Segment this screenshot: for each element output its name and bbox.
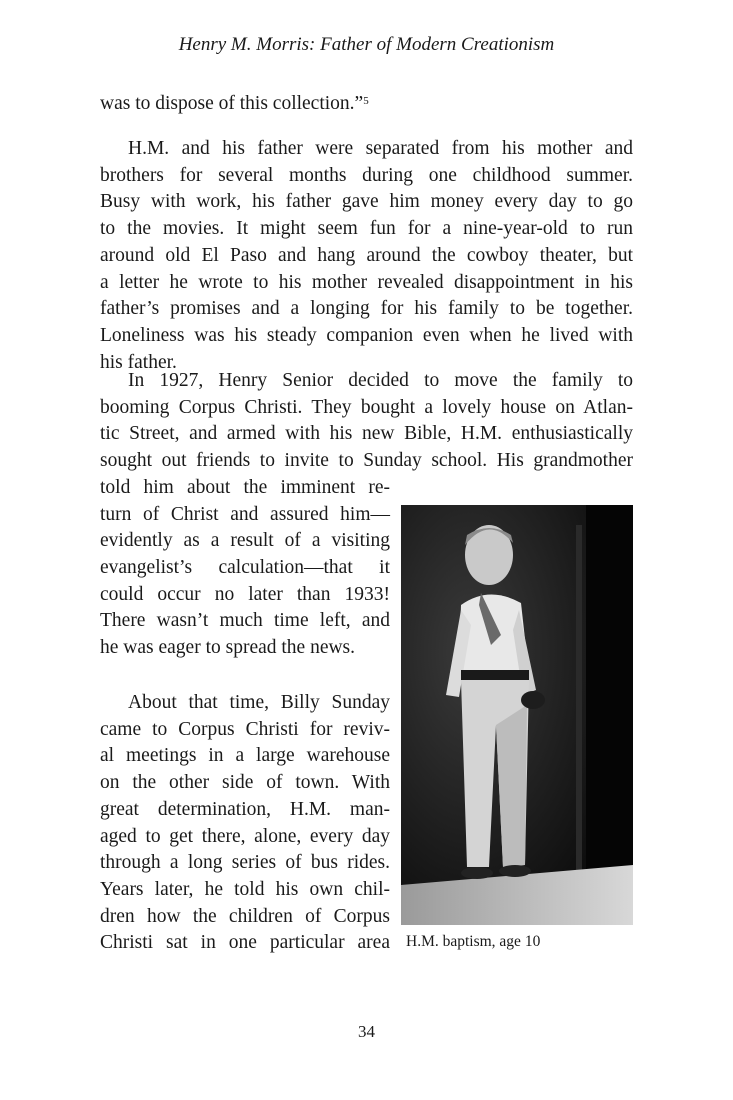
- text-line: to the movies. It might seem fun for a nine-year-old to run: [100, 218, 633, 240]
- text-line: aged to get there, alone, every day: [100, 825, 390, 847]
- text-line: H.M. and his father were separated from his mother and: [128, 138, 633, 159]
- text-line: sought out friends to invite to Sunday school. His grandmother: [100, 450, 633, 472]
- text-line: al meetings in a large warehouse: [100, 745, 390, 767]
- text-line: In 1927, Henry Senior decided to move the family to: [128, 370, 633, 391]
- text-line: evidently as a result of a visiting: [100, 530, 390, 552]
- text-line: dren how the children of Corpus: [100, 905, 390, 927]
- text-line: through a long series of bus rides.: [100, 852, 390, 874]
- photo-caption: H.M. baptism, age 10: [406, 933, 541, 950]
- footnote-marker: 5: [363, 95, 369, 107]
- text-line: booming Corpus Christi. They bought a lovely house on Atlan-: [100, 396, 633, 418]
- text-line: great determination, H.M. man-: [100, 798, 390, 820]
- text-line: was to dispose of this collection.”$^5$: [100, 93, 369, 114]
- text-line: Years later, he told his own chil-: [100, 878, 390, 900]
- text-line: told him about the imminent re-: [100, 476, 390, 498]
- text-line: Christi sat in one particular area: [100, 932, 390, 954]
- text-line: turn of Christ and assured him—: [100, 503, 390, 525]
- running-head: Henry M. Morris: Father of Modern Creationism: [178, 34, 555, 55]
- boy-photo-illustration: [401, 505, 633, 925]
- text-line: There wasn’t much time left, and: [100, 610, 390, 632]
- photo-hm-baptism: [401, 505, 633, 925]
- text-line: About that time, Billy Sunday: [128, 692, 390, 713]
- text-line: Busy with work, his father gave him money every day to go: [100, 191, 633, 213]
- text-line: he was eager to spread the news.: [100, 637, 356, 658]
- text-line: could occur no later than 1933!: [100, 583, 390, 605]
- text-line: his father.: [100, 351, 177, 373]
- text-line: tic Street, and armed with his new Bible, H.M. enthusiastically: [100, 423, 633, 445]
- text-line: Loneliness was his steady companion even when he lived with: [100, 324, 633, 346]
- page-number: 34: [358, 1022, 375, 1041]
- text-line: brothers for several months during one childhood summer.: [100, 164, 633, 186]
- text-line: father’s promises and a longing for his family to be together.: [100, 298, 633, 320]
- text-line: a letter he wrote to his mother revealed disappointment in his: [100, 271, 633, 293]
- text-line: came to Corpus Christi for reviv-: [100, 718, 390, 740]
- text-line: on the other side of town. With: [100, 772, 390, 794]
- text-line: evangelist’s calculation—that it: [100, 556, 390, 578]
- text-line: around old El Paso and hang around the cowboy theater, but: [100, 244, 633, 266]
